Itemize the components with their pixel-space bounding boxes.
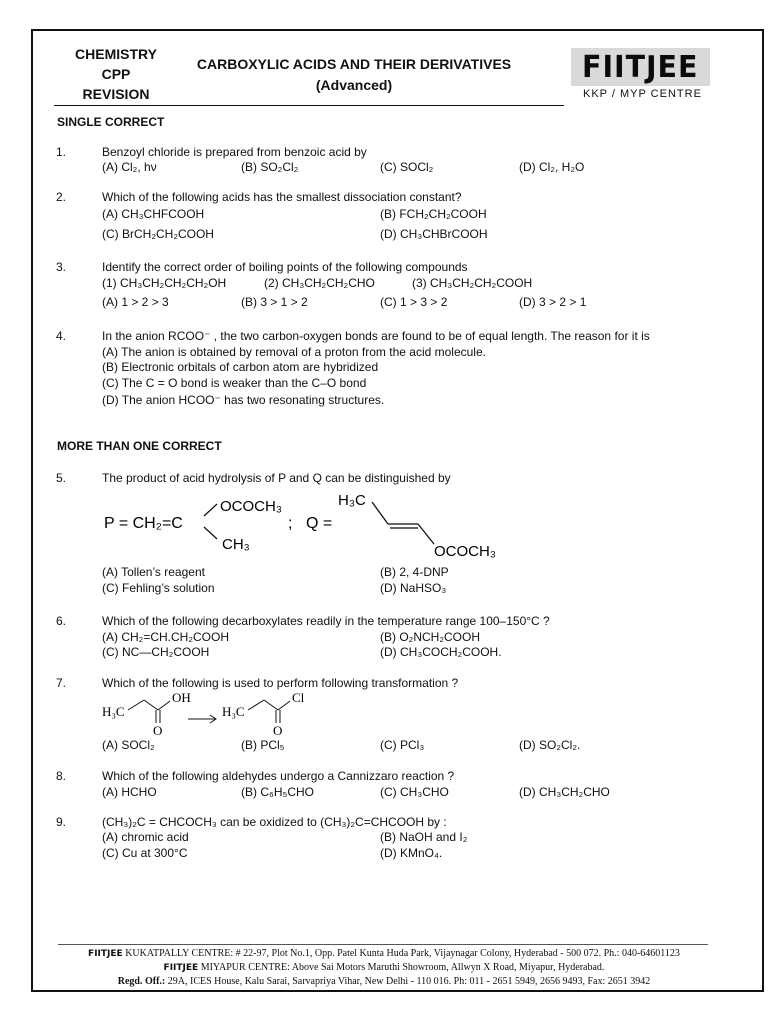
q5-p-bond-down bbox=[204, 527, 217, 539]
footer-rule bbox=[58, 944, 708, 945]
q9-stem: (CH₃)₂C = CHCOCH₃ can be oxidized to (CH₃)₂C=CHCOOH by : bbox=[102, 815, 447, 829]
q1-stem: Benzoyl chloride is prepared from benzoic acid by bbox=[102, 145, 367, 159]
q3-option-a: (A) 1 > 2 > 3 bbox=[102, 295, 169, 309]
q7-product-h3c: H₃C bbox=[222, 704, 245, 719]
q4-option-c: (C) The C = O bond is weaker than the C–O bond bbox=[102, 376, 367, 390]
q6-option-b: (B) O₂NCH₂COOH bbox=[380, 630, 480, 644]
q7-transformation bbox=[100, 690, 330, 738]
q9-option-b: (B) NaOH and I₂ bbox=[380, 830, 468, 844]
footer-line-1 bbox=[0, 948, 768, 959]
q5-p-label: P = CH₂=C bbox=[104, 515, 183, 532]
header-revision: REVISION bbox=[82, 86, 150, 102]
footer-logo-2: FIITJEE bbox=[163, 963, 199, 973]
footer-regd-label: Regd. Off.: bbox=[117, 976, 166, 987]
q3-compound-3: (3) CH₃CH₂CH₂COOH bbox=[412, 276, 533, 290]
q6-option-a: (A) CH₂=CH.CH₂COOH bbox=[102, 630, 229, 644]
q5-structures bbox=[100, 486, 520, 562]
q7-option-a: (A) SOCl₂ bbox=[102, 738, 155, 752]
q2-option-d: (D) CH₃CHBrCOOH bbox=[380, 227, 488, 241]
q7-product-bond-3 bbox=[278, 701, 290, 710]
q8-option-b: (B) C₆H₅CHO bbox=[241, 785, 315, 799]
q3-compound-1: (1) CH₃CH₂CH₂CH₂OH bbox=[102, 276, 227, 290]
q6-number: 6. bbox=[56, 614, 67, 628]
footer-line-2 bbox=[0, 962, 768, 973]
q4-option-a: (A) The anion is obtained by removal of a proton from the acid molecule. bbox=[102, 345, 486, 359]
q7-reactant-h3c: H₃C bbox=[102, 704, 125, 719]
q2-option-c: (C) BrCH₂CH₂COOH bbox=[102, 227, 214, 241]
q5-option-d: (D) NaHSO₃ bbox=[380, 581, 447, 595]
q3-compound-2: (2) CH₃CH₂CH₂CHO bbox=[264, 276, 375, 290]
q7-stem: Which of the following is used to perform following transformation ? bbox=[102, 676, 459, 690]
q6-stem: Which of the following decarboxylates readily in the temperature range 100–150°C ? bbox=[102, 614, 550, 628]
q7-product-bond-1 bbox=[248, 700, 264, 710]
q3-option-d: (D) 3 > 2 > 1 bbox=[519, 295, 587, 309]
q5-q-bond-1 bbox=[372, 502, 388, 524]
q4-number: 4. bbox=[56, 329, 67, 343]
centre-label: KKP / MYP CENTRE bbox=[583, 88, 702, 100]
q4-stem: In the anion RCOO⁻ , the two carbon-oxygen bonds are found to be of equal length. The reason for it is bbox=[102, 329, 650, 343]
q3-option-c: (C) 1 > 3 > 2 bbox=[380, 295, 448, 309]
q5-p-bond-up bbox=[204, 504, 217, 516]
q7-number: 7. bbox=[56, 676, 67, 690]
page-title: CARBOXYLIC ACIDS AND THEIR DERIVATIVES bbox=[196, 56, 512, 72]
q7-option-d: (D) SO₂Cl₂. bbox=[519, 738, 581, 752]
q1-number: 1. bbox=[56, 145, 67, 159]
q2-stem: Which of the following acids has the smallest dissociation constant? bbox=[102, 190, 462, 204]
footer-regd-address: 29A, ICES House, Kalu Sarai, Sarvapriya Vihar, New Delhi - 110 016. Ph: 011 - 2651 5949, 2656 9493, Fax: 2651 3942 bbox=[165, 976, 651, 987]
q8-option-d: (D) CH₃CH₂CHO bbox=[519, 785, 610, 799]
q3-stem: Identify the correct order of boiling points of the following compounds bbox=[102, 260, 468, 274]
q5-p-bottom: CH₃ bbox=[222, 536, 250, 553]
q1-option-c: (C) SOCl₂ bbox=[380, 160, 434, 174]
q9-number: 9. bbox=[56, 815, 67, 829]
logo-text: FIITJEE bbox=[582, 49, 699, 85]
footer-miyapur: MIYAPUR CENTRE: Above Sai Motors Maruthi Showroom, Allwyn X Road, Miyapur, Hyderabad. bbox=[200, 962, 605, 973]
header-rule bbox=[54, 105, 564, 106]
q8-stem: Which of the following aldehydes undergo a Cannizzaro reaction ? bbox=[102, 769, 455, 783]
q5-q-bottom: OCOCH₃ bbox=[434, 543, 496, 560]
q5-option-a: (A) Tollen’s reagent bbox=[102, 565, 205, 579]
section-more-than-one: MORE THAN ONE CORRECT bbox=[57, 439, 222, 453]
q2-option-a: (A) CH₃CHFCOOH bbox=[102, 207, 205, 221]
q1-option-b: (B) SO₂Cl₂ bbox=[241, 160, 299, 174]
q7-product-o: O bbox=[273, 723, 283, 738]
q7-reactant-o: O bbox=[153, 723, 163, 738]
q4-option-b: (B) Electronic orbitals of carbon atom are hybridized bbox=[102, 360, 379, 374]
q9-option-a: (A) chromic acid bbox=[102, 830, 189, 844]
q7-reactant-bond-1 bbox=[128, 700, 144, 710]
q5-q-bond-2 bbox=[418, 524, 434, 544]
q7-option-b: (B) PCl₅ bbox=[241, 738, 285, 752]
q7-reactant-bond-3 bbox=[158, 701, 170, 710]
q5-number: 5. bbox=[56, 471, 67, 485]
q5-option-c: (C) Fehling’s solution bbox=[102, 581, 215, 595]
q7-product-bond-2 bbox=[264, 700, 278, 710]
q4-option-d: (D) The anion HCOO⁻ has two resonating structures. bbox=[102, 393, 385, 407]
header-left-block bbox=[66, 44, 166, 104]
q8-number: 8. bbox=[56, 769, 67, 783]
q7-product-cl: Cl bbox=[292, 690, 305, 705]
header-title-block bbox=[178, 54, 530, 96]
q3-option-b: (B) 3 > 1 > 2 bbox=[241, 295, 308, 309]
q8-option-a: (A) HCHO bbox=[102, 785, 157, 799]
header-subject: CHEMISTRY bbox=[75, 46, 157, 62]
fiitjee-logo bbox=[571, 48, 710, 86]
q7-option-c: (C) PCl₃ bbox=[380, 738, 425, 752]
q5-stem: The product of acid hydrolysis of P and Q can be distinguished by bbox=[102, 471, 451, 485]
footer-line-3 bbox=[0, 976, 768, 987]
section-single-correct: SINGLE CORRECT bbox=[57, 115, 165, 129]
page-subtitle: (Advanced) bbox=[315, 77, 393, 93]
q1-option-a: (A) Cl₂, hν bbox=[102, 160, 157, 174]
q3-number: 3. bbox=[56, 260, 67, 274]
q5-q-label: Q = bbox=[306, 515, 333, 532]
q5-p-top: OCOCH₃ bbox=[220, 498, 282, 515]
q5-q-top: H₃C bbox=[338, 492, 366, 509]
q9-option-d: (D) KMnO₄. bbox=[380, 846, 443, 860]
header-type: CPP bbox=[101, 66, 131, 82]
q5-option-b: (B) 2, 4-DNP bbox=[380, 565, 449, 579]
q1-option-d: (D) Cl₂, H₂O bbox=[519, 160, 585, 174]
footer-logo-1: FIITJEE bbox=[88, 949, 123, 959]
q9-option-c: (C) Cu at 300°C bbox=[102, 846, 188, 860]
q2-option-b: (B) FCH₂CH₂COOH bbox=[380, 207, 487, 221]
q7-reactant-bond-2 bbox=[144, 700, 158, 710]
q5-separator: ; bbox=[288, 515, 293, 532]
footer-kukatpally: KUKATPALLY CENTRE: # 22-97, Plot No.1, Opp. Patel Kunta Huda Park, Vijaynagar Colony, Hyderabad - 500 072. Ph.: 040-64601123 bbox=[125, 948, 680, 959]
q2-number: 2. bbox=[56, 190, 67, 204]
q6-option-c: (C) NC—CH₂COOH bbox=[102, 645, 210, 659]
q8-option-c: (C) CH₃CHO bbox=[380, 785, 449, 799]
q6-option-d: (D) CH₃COCH₂COOH. bbox=[380, 645, 502, 659]
q7-reactant-oh: OH bbox=[172, 690, 191, 705]
